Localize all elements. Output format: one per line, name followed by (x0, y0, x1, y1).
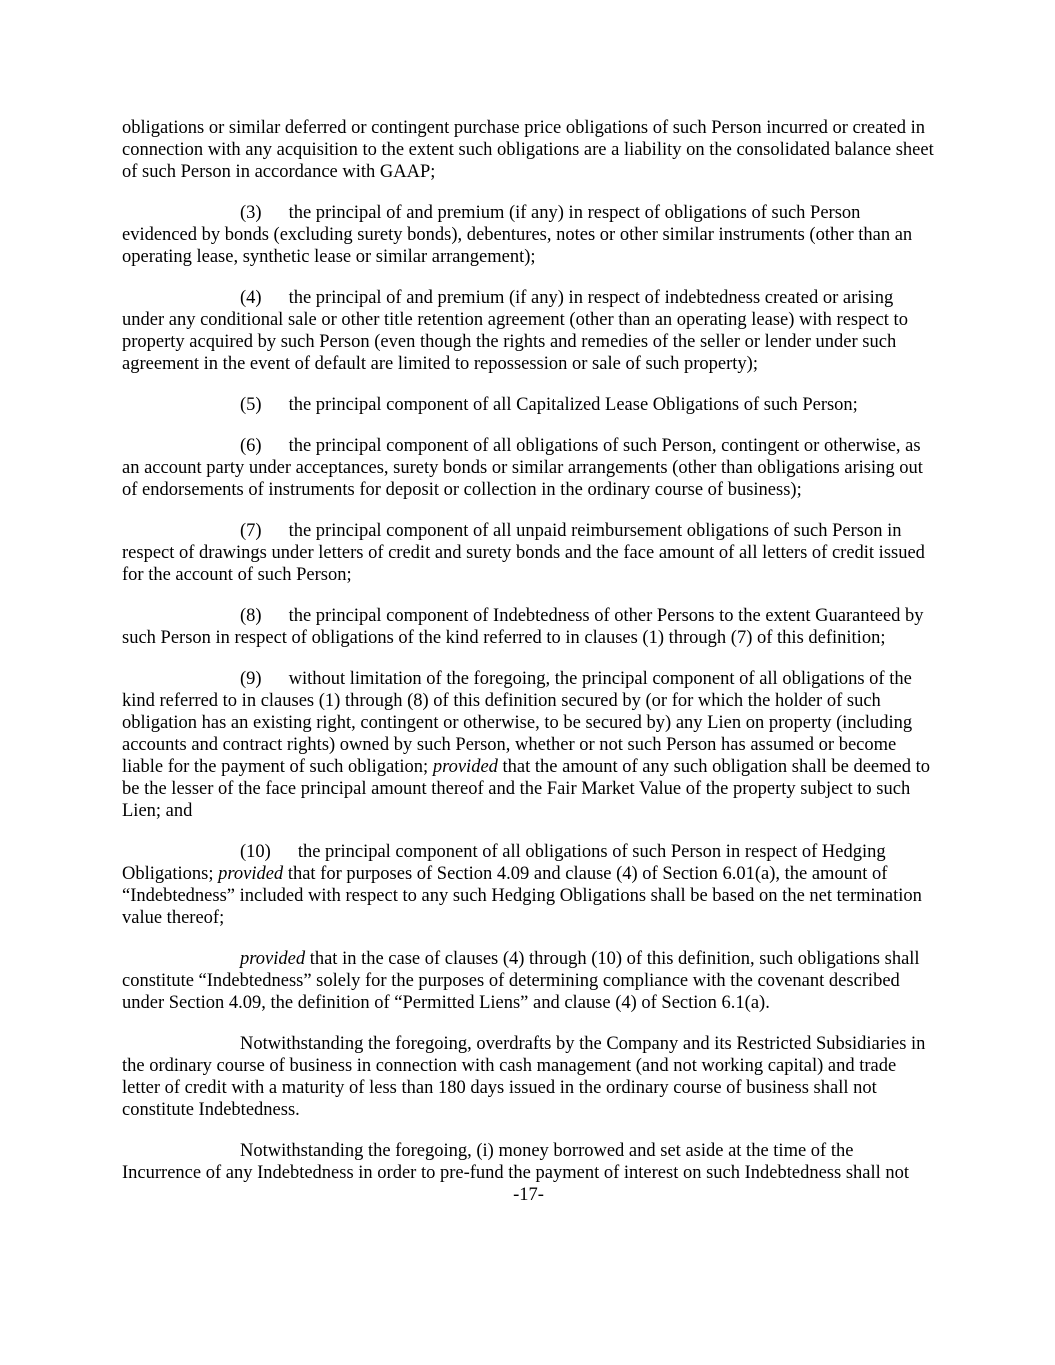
clause-10 (122, 841, 935, 929)
clause-5 (122, 394, 935, 416)
paragraph-prefund (122, 1140, 935, 1184)
clause-number: (10) (240, 842, 271, 862)
text-segment: the principal component of all obligations of such Person in respect of Hedging Obligations; (122, 842, 886, 884)
text-segment: that the amount of any such obligation shall be deemed to be the lesser of the face principal amount thereof and the Fair Market Value of the property subject to such Lien; and (122, 757, 930, 821)
clause-number: (3) (240, 203, 262, 223)
text-segment: the principal component of Indebtedness of other Persons to the extent Guaranteed by such Person in respect of obligations of the kind referred to in clauses (1) through (7) of this definition; (122, 606, 924, 648)
clause-number: (4) (240, 288, 262, 308)
clause-number: (6) (240, 436, 262, 456)
text-segment: that in the case of clauses (4) through (10) of this definition, such obligations shall constitute “Indebtedness” solely for the purposes of determining compliance with the covenant described under Section 4.09, the definition of “Permitted Liens” and clause (4) of Section 6.1(a). (122, 949, 920, 1013)
text-segment: without limitation of the foregoing, the principal component of all obligations of the kind referred to in clauses (1) through (8) of this definition secured by (or for which the holder of such obligation has an existing right, contingent or otherwise, to be secured by) any Lien on property (including accounts and contract rights) owned by such Person, whether or not such Person has assumed or become liable for the payment of such obligation; (122, 669, 913, 777)
clause-9 (122, 668, 935, 822)
paragraph-overdrafts (122, 1033, 935, 1121)
text-segment: the principal component of all obligations of such Person, contingent or otherwise, as an account party under acceptances, surety bonds or similar arrangements (other than obligations arising out of endorsements of instruments for deposit or collection in the ordinary course of business); (122, 436, 923, 500)
clause-number: (7) (240, 521, 262, 541)
clause-number: (8) (240, 606, 262, 626)
italic-text-segment: provided (218, 864, 284, 884)
text-segment: Notwithstanding the foregoing, (i) money borrowed and set aside at the time of the Incurrence of any Indebtedness in order to pre-fund the payment of interest on such Indebtedness shall not (122, 1141, 910, 1183)
paragraph-continuation (122, 117, 935, 183)
text-segment: obligations or similar deferred or contingent purchase price obligations of such Person incurred or created in connection with any acquisition to the extent such obligations are a liability on the consolidated balance sheet of such Person in accordance with GAAP; (122, 118, 934, 182)
text-segment: the principal component of all unpaid reimbursement obligations of such Person in respect of drawings under letters of credit and surety bonds and the face amount of all letters of credit issued for the account of such Person; (122, 521, 925, 585)
clause-4 (122, 287, 935, 375)
clause-8 (122, 605, 935, 649)
text-segment: the principal of and premium (if any) in respect of indebtedness created or arising under any conditional sale or other title retention agreement (other than an operating lease) with respect to property acquired by such Person (even though the rights and remedies of the seller or lender under such agreement in the event of default are limited to repossession or sale of such property); (122, 288, 908, 374)
clause-number: (9) (240, 669, 262, 689)
clause-3 (122, 202, 935, 268)
text-segment: the principal of and premium (if any) in respect of obligations of such Person evidenced by bonds (excluding surety bonds), debentures, notes or other similar instruments (other than an operating lease, synthetic lease or similar arrangement); (122, 203, 913, 267)
clause-number: (5) (240, 395, 262, 415)
text-segment: that for purposes of Section 4.09 and clause (4) of Section 6.01(a), the amount of “Indebtedness” included with respect to any such Hedging Obligations shall be based on the net termination value thereof; (122, 864, 922, 928)
italic-text-segment: provided (432, 757, 498, 777)
italic-text-segment: provided (240, 949, 306, 969)
clause-7 (122, 520, 935, 586)
document-body (122, 117, 935, 1184)
text-segment: the principal component of all Capitalized Lease Obligations of such Person; (288, 395, 858, 415)
page-footer (122, 1184, 935, 1206)
text-segment: Notwithstanding the foregoing, overdrafts by the Company and its Restricted Subsidiaries in the ordinary course of business in connection with cash management (and not working capital) and trade letter of credit with a maturity of less than 180 days issued in the ordinary course of business shall not constitute Indebtedness. (122, 1034, 926, 1120)
clause-6 (122, 435, 935, 501)
paragraph-proviso (122, 948, 935, 1014)
page-number: -17- (513, 1185, 544, 1205)
